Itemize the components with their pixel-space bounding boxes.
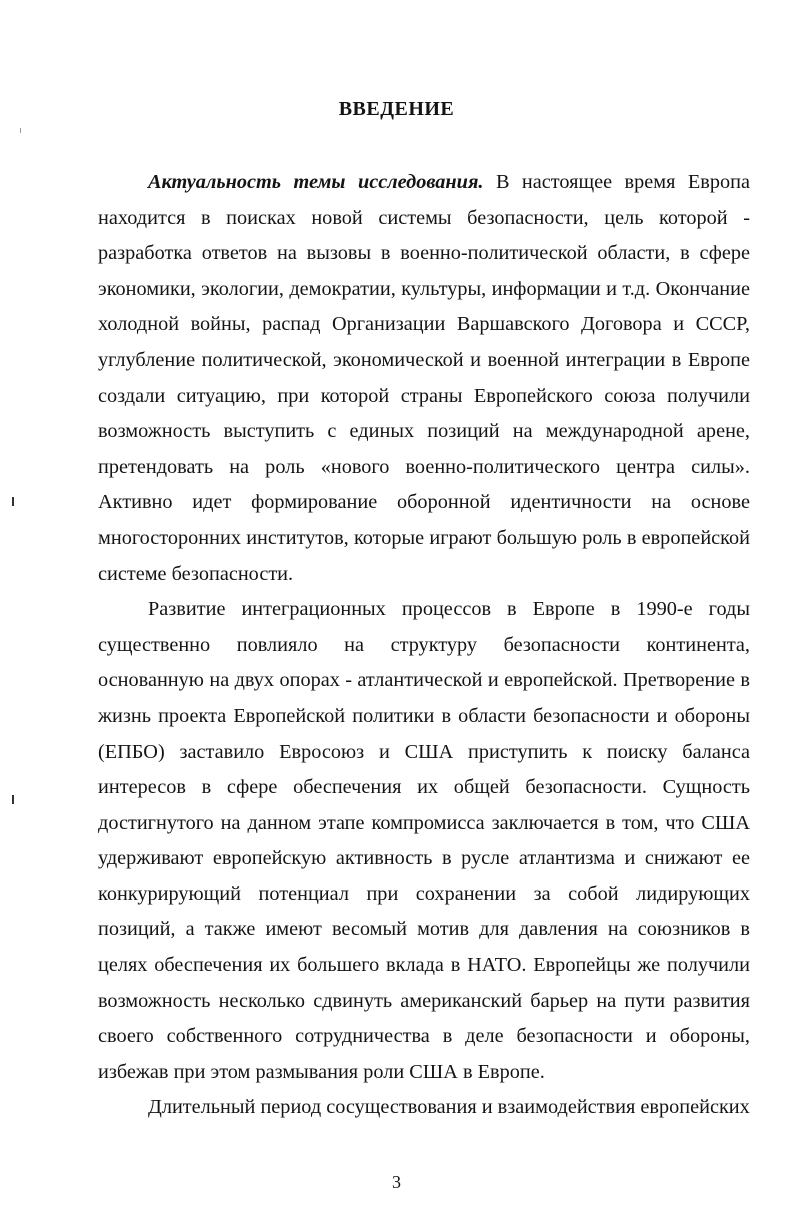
- body-text: [98, 165, 750, 1126]
- page-title: ВВЕДЕНИЕ: [338, 98, 455, 120]
- paragraph-text: В настоящее время Европа находится в поисках новой системы безопасности, цель которой - разработка ответов на вызовы в военно-политической области, в сфере экономики, экологии, демократии, культуры, информации и т.д. Окончание холодной войны, распад Организации Варшавского Договора и СССР, углубление политической, экономической и военной интеграции в Европе создали ситуацию, при которой страны Европейского союза получили возможность выступить с единых позиций на международной арене, претендовать на роль «нового военно-политического центра силы». Активно идет формирование оборонной идентичности на основе многосторонних институтов, которые играют большую роль в европейской системе безопасности.: [98, 171, 750, 585]
- scan-mark: [20, 128, 21, 133]
- paragraph-2: [98, 592, 750, 1090]
- paragraph-text: Длительный период сосуществования и взаимодействия европейских: [148, 1096, 750, 1119]
- paragraph-lead: Актуальность темы исследования.: [148, 171, 484, 193]
- paragraph-1: [98, 165, 750, 592]
- scan-mark: [12, 497, 14, 506]
- paragraph-text: Развитие интеграционных процессов в Европе в 1990-е годы существенно повлияло на структуру безопасности континента, основанную на двух опорах - атлантической и европейской. Претворение в жизнь проекта Европейской политики в области безопасности и обороны (ЕПБО) заставило Евросоюз и США приступить к поиску баланса интересов в сфере обеспечения их общей безопасности. Сущность достигнутого на данном этапе компромисса заключается в том, что США удерживают европейскую активность в русле атлантизма и снижают ее конкурирующий потенциал при сохранении за собой лидирующих позиций, а также имеют весомый мотив для давления на союзников в целях обеспечения их большего вклада в НАТО. Европейцы же получили возможность несколько сдвинуть американский барьер на пути развития своего собственного сотрудничества в деле безопасности и обороны, избежав при этом размывания роли США в Европе.: [98, 598, 750, 1083]
- scan-mark: [12, 795, 14, 804]
- page-number: 3: [392, 1172, 401, 1192]
- paragraph-3: [98, 1090, 750, 1126]
